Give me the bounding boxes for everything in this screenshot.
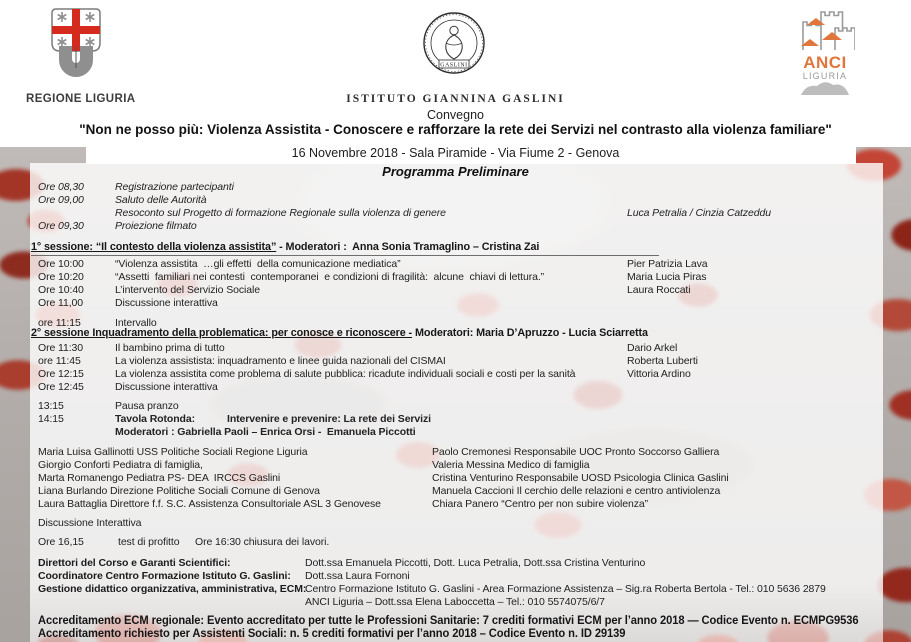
schedule-row	[38, 258, 883, 271]
desc-cell: La violenza assistista: inquadramento e linee guida nazionali del CISMAI	[115, 355, 446, 367]
session1-divider	[31, 255, 659, 256]
credit-label: Direttori del Corso e Garanti Scientifici:	[38, 557, 231, 569]
credit-row	[38, 583, 883, 596]
speaker-cell: Dario Arkel	[627, 342, 678, 354]
participant-item: Valeria Messina Medico di famiglia	[432, 459, 590, 471]
participant-row	[38, 446, 883, 459]
desc-cell: Saluto delle Autorità	[115, 194, 207, 206]
credit-value: Dott.ssa Laura Fornoni	[305, 570, 410, 582]
time-cell: Ore 11,00	[38, 297, 84, 309]
time-cell: ore 11:15	[38, 317, 81, 329]
afternoon-block	[38, 400, 883, 439]
schedule-row	[38, 181, 883, 194]
anci-liguria-logo	[795, 6, 855, 101]
credit-row	[38, 570, 883, 583]
schedule-row	[38, 355, 883, 368]
speaker-cell: Pier Patrizia Lava	[627, 258, 708, 270]
speaker-cell	[627, 194, 883, 207]
desc-cell: L’intervento del Servizio Sociale	[115, 284, 260, 296]
event-date-location: 16 Novembre 2018 - Sala Piramide - Via Fiume 2 - Genova	[291, 146, 620, 160]
gaslini-seal-icon	[421, 10, 487, 76]
pausa-row	[38, 400, 883, 413]
regione-liguria-shield-icon	[32, 6, 120, 86]
participant-item: Laura Battaglia Direttore f.f. S.C. Assistenza Consultoriale ASL 3 Genovese	[38, 498, 381, 510]
session-2	[31, 327, 883, 394]
desc-cell: “Violenza assistita …gli effetti della comunicazione mediatica”	[115, 258, 401, 270]
time-cell: Ore 16,15	[38, 536, 84, 548]
speaker-cell: Roberta Luberti	[627, 355, 698, 367]
speaker-cell	[627, 381, 883, 394]
anci-label: ANCI	[803, 53, 847, 72]
gaslini-banner-label: GASLINI	[440, 62, 468, 69]
gaslini-logo	[421, 10, 487, 81]
accreditation-line-1: Accreditamento ECM regionale: Evento accreditato per tutte le Professioni Sanitarie: 7 crediti formativi ECM per l’anno 2018 — Codice Evento n. ECMPG9536	[38, 613, 859, 627]
gaslini-caption: ISTITUTO GIANNINA GASLINI	[346, 93, 565, 105]
credit-value: Dott.ssa Emanuela Piccotti, Dott. Luca Petralia, Dott.ssa Cristina Venturino	[305, 557, 646, 569]
desc-cell: “Assetti familiari nei contesti contemporanei e condizioni di fragilità: alcune chiavi di lettura.”	[115, 271, 545, 283]
session2-heading-underlined: 2° sessione Inquadramento della problematica: per conosce e riconoscere -	[31, 327, 413, 339]
opening-schedule	[38, 181, 883, 233]
schedule-row	[38, 297, 883, 310]
speaker-cell: Luca Petralia / Cinzia Catzeddu	[627, 207, 771, 219]
time-cell: Ore 10:00	[38, 258, 84, 270]
speaker-cell: Laura Roccati	[627, 284, 691, 296]
schedule-row	[38, 194, 883, 207]
participant-item: Maria Luisa Gallinotti USS Politiche Sociali Regione Liguria	[38, 446, 308, 458]
participant-item: Marta Romanengo Pediatra PS- DEA IRCCS Gaslini	[38, 472, 281, 484]
tavola-rotonda-row	[38, 413, 883, 426]
session2-heading-rest: Moderatori: Maria D’Apruzzo - Lucia Sciarretta	[412, 327, 648, 339]
speaker-cell	[627, 220, 883, 233]
anci-sublabel: LIGURIA	[802, 71, 848, 81]
participant-item: Chiara Panero “Centro per non subire violenza”	[432, 498, 649, 510]
credit-value: Centro Formazione Istituto G. Gaslini - Area Formazione Assistenza – Sig.ra Roberta Bertola - Tel.: 010 5636 2879	[305, 583, 826, 595]
closing-label: Ore 16:30 chiusura dei lavori.	[195, 536, 330, 548]
speaker-cell: Vittoria Ardino	[627, 368, 691, 380]
speaker-cell	[627, 297, 883, 310]
test-label: test di profitto	[118, 536, 180, 548]
program-label: Programma Preliminare	[382, 164, 529, 179]
tavola-label: Tavola Rotonda:	[115, 413, 195, 425]
accreditation-block	[38, 614, 883, 640]
schedule-row	[38, 381, 883, 394]
desc-cell: Proiezione filmato	[115, 220, 197, 232]
credit-label	[38, 596, 305, 609]
participant-item: Giorgio Conforti Pediatra di famiglia,	[38, 459, 203, 471]
time-cell: Ore 08,30	[38, 181, 84, 193]
credit-row	[38, 596, 883, 609]
participant-row	[38, 472, 883, 485]
interactive-discussion-label: Discussione Interattiva	[38, 517, 142, 529]
page-title: "Non ne posso più: Violenza Assistita - Conoscere e rafforzare la rete dei Servizi nel contrasto alla violenza familiare"	[79, 122, 832, 137]
schedule-row	[38, 284, 883, 297]
schedule-row	[38, 220, 883, 233]
desc-cell: Il bambino prima di tutto	[115, 342, 225, 354]
regione-liguria-caption: REGIONE LIGURIA	[26, 93, 136, 105]
time-cell: Ore 12:15	[38, 368, 84, 380]
session1-heading-underlined: 1° sessione: “Il contesto della violenza assistita”	[31, 241, 277, 253]
desc-cell: Pausa pranzo	[115, 400, 179, 412]
participant-item: Liana Burlando Direzione Politiche Sociali Comune di Genova	[38, 485, 320, 497]
session1-heading	[31, 241, 883, 254]
moderators-row	[38, 426, 883, 439]
regione-liguria-logo	[26, 6, 136, 105]
time-cell: Ore 09,00	[38, 194, 84, 206]
time-cell: Ore 10:20	[38, 271, 84, 283]
schedule-row	[38, 342, 883, 355]
final-times-row	[38, 536, 883, 549]
desc-cell: Resoconto sul Progetto di formazione Regionale sulla violenza di genere	[115, 207, 446, 219]
schedule-row	[38, 368, 883, 381]
schedule-row	[38, 207, 883, 220]
participant-row	[38, 498, 883, 511]
time-cell: Ore 11:30	[38, 342, 84, 354]
desc-cell: Registrazione partecipanti	[115, 181, 234, 193]
credits-table	[38, 557, 883, 609]
credit-label: Coordinatore Centro Formazione Istituto G. Gaslini:	[38, 570, 291, 582]
desc-cell: Discussione interattiva	[115, 297, 218, 309]
desc-cell: Intervallo	[115, 317, 157, 329]
participant-item: Manuela Caccioni Il cerchio delle relazioni e centro antiviolenza	[432, 485, 721, 497]
time-cell: Ore 12:45	[38, 381, 84, 393]
speaker-cell	[627, 181, 883, 194]
speaker-cell: Maria Lucia Piras	[627, 271, 707, 283]
time-cell: ore 11:45	[38, 355, 81, 367]
moderators-line: Moderatori : Gabriella Paoli – Enrica Orsi - Emanuela Piccotti	[115, 426, 416, 438]
convegno-label: Convegno	[427, 108, 484, 122]
time-cell	[38, 207, 115, 220]
credit-label: Gestione didattico organizzativa, amministrativa, ECM:	[38, 583, 307, 595]
participants-list	[38, 446, 883, 511]
desc-cell: La violenza assistita come problema di salute pubblica: ricadute individuali sociali e costi per la sanità	[115, 368, 576, 380]
time-cell: 14:15	[38, 413, 64, 425]
schedule-row	[38, 271, 883, 284]
participant-item: Cristina Venturino Responsabile UOSD Psicologia Clinica Gaslini	[432, 472, 729, 484]
tavola-title: Intervenire e prevenire: La rete dei Servizi	[227, 413, 431, 425]
participant-item: Paolo Cremonesi Responsabile UOC Pronto Soccorso Galliera	[432, 446, 720, 458]
credit-value: ANCI Liguria – Dott.ssa Elena Laboccetta – Tel.: 010 5574075/6/7	[305, 596, 605, 608]
time-cell: Ore 09,30	[38, 220, 84, 232]
accreditation-line-2: Accreditamento richiesto per Assistenti Sociali: n. 5 crediti formativi per l’anno 2018 – Codice Evento n. ID 29139	[38, 625, 626, 640]
desc-cell: Discussione interattiva	[115, 381, 218, 393]
participant-row	[38, 485, 883, 498]
time-cell: 13:15	[38, 400, 64, 412]
credit-row	[38, 557, 883, 570]
session1-heading-rest: - Moderatori : Anna Sonia Tramaglino – Cristina Zai	[276, 241, 540, 253]
time-cell: Ore 10:40	[38, 284, 84, 296]
session-1	[31, 241, 883, 330]
participant-row	[38, 459, 883, 472]
session2-heading	[31, 327, 883, 340]
anci-logo-icon	[795, 6, 855, 96]
